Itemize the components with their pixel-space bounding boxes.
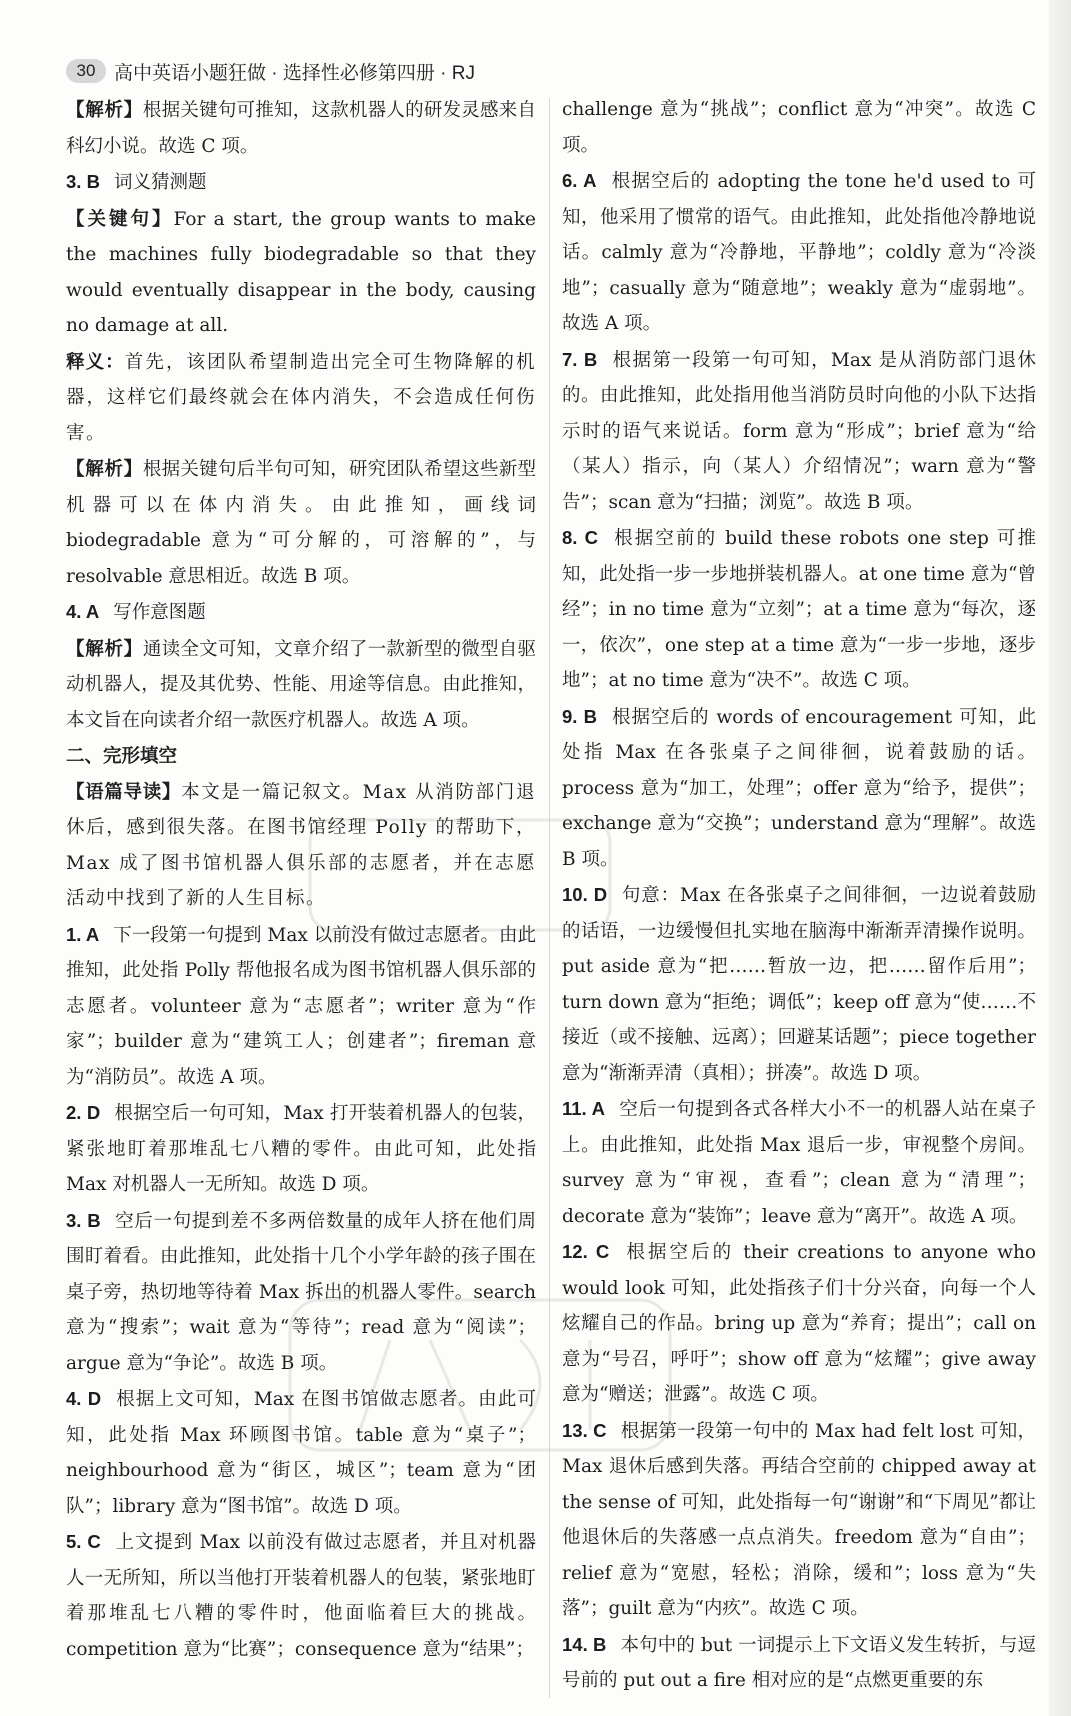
cloze-answer — [562, 1091, 1036, 1234]
cloze-answer-continued — [562, 92, 1036, 163]
answer-text: 空后一句提到差不多两倍数量的成年人挤在他们周围盯着看。由此推知，此处指十几个小学年龄的孩子围在桌子旁，热切地等待着 Max 拆出的机器人零件。search 意为“搜索”；wait 意为“等待”；read 意为“阅读”；argue 意为“争论”。故选 B 项。 — [66, 1210, 536, 1374]
analysis-text: 根据关键句后半句可知，研究团队希望这些新型机器可以在体内消失。由此推知，画线词 biodegradable 意为“可分解的，可溶解的”，与 resolvable 意思相近。故选 B 项。 — [66, 459, 536, 587]
analysis-tag: 【解析】 — [66, 99, 143, 120]
question-number: 3. B — [66, 171, 100, 192]
answer-text: 句意：Max 在各张桌子之间徘徊，一边说着鼓励的话语，一边缓慢但扎实地在脑海中渐渐弄清操作说明。put aside 意为“把……暂放一边，把……留作后用”；turn down 意为“拒绝；调低”；keep off 意为“使……不接近（或不接触、远离）；回避某话题”；piece together 意为“渐渐弄清（真相）；拼凑”。故选 D 项。 — [562, 885, 1036, 1084]
section-title: 二、完形填空 — [66, 745, 178, 766]
cloze-answer — [562, 342, 1036, 521]
answer-text: 根据空后一句可知，Max 打开装着机器人的包装，紧张地盯着那堆乱七八糟的零件。由此可知，此处指 Max 对机器人一无所知。故选 D 项。 — [66, 1103, 536, 1195]
passage-guide-tag: 【语篇导读】 — [66, 780, 182, 802]
analysis-text: 根据关键句可推知，这款机器人的研发灵感来自科幻小说。故选 C 项。 — [66, 100, 536, 157]
book-title: 高中英语小题狂做 · 选择性必修第四册 · RJ — [114, 62, 475, 84]
page-number: 30 — [66, 59, 106, 83]
page-edge — [1049, 0, 1071, 1716]
analysis-text: 通读全文可知，文章介绍了一款新型的微型自驱动机器人，提及其优势、性能、用途等信息。由此推知，本文旨在向读者介绍一款医疗机器人。故选 A 项。 — [66, 638, 536, 731]
answer-number: 6. A — [562, 170, 597, 191]
answer-text: challenge 意为“挑战”；conflict 意为“冲突”。故选 C 项。 — [562, 99, 1036, 156]
cloze-answer — [66, 917, 536, 1096]
cloze-answer — [66, 1095, 536, 1203]
answer-number: 5. C — [66, 1531, 101, 1552]
cloze-answer — [562, 877, 1036, 1091]
cloze-answer — [562, 699, 1036, 878]
question-number: 4. A — [66, 601, 100, 622]
answer-text: 根据上文可知，Max 在图书馆做志愿者。由此可知，此处指 Max 环顾图书馆。table 意为“桌子”；neighbourhood 意为“街区，城区”；team 意为“团队”；library 意为“图书馆”。故选 D 项。 — [66, 1389, 536, 1517]
question-type: 写作意图题 — [113, 601, 206, 622]
passage-guide-paragraph — [66, 774, 536, 917]
answer-number: 4. D — [66, 1388, 102, 1409]
answer-number: 8. C — [562, 527, 599, 548]
answer-text: 空后一句提到各式各样大小不一的机器人站在桌子上。由此推知，此处指 Max 退后一步，审视整个房间。survey 意为“审视，查看”；clean 意为“清理”；decorate 意为“装饰”；leave 意为“离开”。故选 A 项。 — [562, 1099, 1036, 1227]
answer-number: 14. B — [562, 1633, 607, 1655]
cloze-answer — [66, 1524, 536, 1667]
key-sentence-text: For a start, the group wants to make the machines fully biodegradable so that they would eventually disappear in the body, causing no damage at all. — [66, 208, 536, 336]
answer-text: 根据空后的 adopting the tone he'd used to 可知，他采用了惯常的语气。由此推知，此处指他冷静地说话。calmly 意为“冷静地，平静地”；coldly 意为“冷淡地”；casually 意为“随意地”；weakly 意为“虚弱地”。故选 A 项。 — [562, 171, 1036, 334]
left-column — [66, 92, 536, 1667]
answer-text: 本句中的 but 一词提示上下文语义发生转折，与逗号前的 put out a fire 相对应的是“点燃更重要的东 — [562, 1634, 1036, 1691]
analysis-paragraph — [66, 631, 536, 739]
cloze-answer — [562, 1234, 1036, 1413]
answer-text: 根据第一段第一句可知，Max 是从消防部门退休的。由此推知，此处指用他当消防员时向他的小队下达指示时的语气来说话。form 意为“形成”；brief 意为“给（某人）指示，向（某人）介绍情况”；warn 意为“警告”；scan 意为“扫描；浏览”。故选 B 项。 — [562, 349, 1036, 513]
key-sentence-paragraph — [66, 201, 536, 344]
key-sentence-tag: 【关键句】 — [66, 207, 174, 229]
answer-number: 12. C — [562, 1241, 610, 1262]
page-header — [66, 56, 475, 86]
column-divider — [549, 98, 550, 1698]
answer-number: 7. B — [562, 348, 598, 370]
answer-text: 根据第一段第一句中的 Max had felt lost 可知，Max 退休后感到失落。再结合空前的 chipped away at the sense of 可知，此处指每一句“谢谢”和“下周见”都让他退休后的失落感一点点消失。freedom 意为“自由”；relief 意为“宽慰，轻松；消除，缓和”；loss 意为“失落”；guilt 意为“内疚”。故选 C 项。 — [562, 1420, 1036, 1619]
cloze-answer — [562, 1413, 1036, 1627]
right-column — [562, 92, 1036, 1699]
answer-text: 根据空后的 their creations to anyone who would look 可知，此处指孩子们十分兴奋，向每一个人炫耀自己的作品。bring up 意为“养育；提出”；call on 意为“号召，呼吁”；show off 意为“炫耀”；give away 意为“赠送；泄露”。故选 C 项。 — [562, 1242, 1036, 1405]
answer-number: 11. A — [562, 1098, 605, 1119]
question-heading — [66, 594, 536, 631]
cloze-answer — [562, 520, 1036, 699]
translation-text: 首先，该团队希望制造出完全可生物降解的机器，这样它们最终就会在体内消失，不会造成任何伤害。 — [66, 351, 536, 444]
answer-number: 9. B — [562, 705, 597, 727]
cloze-answer — [562, 1627, 1036, 1699]
answer-number: 2. D — [66, 1102, 101, 1123]
translation-paragraph — [66, 344, 536, 452]
question-type: 词义猜测题 — [113, 171, 207, 192]
answer-text: 根据空前的 build these robots one step 可推知，此处指一步一步地拼装机器人。at one time 意为“曾经”；in no time 意为“立刻”；at a time 意为“每次，逐一，依次”，one step at a time 意为“一步一步地，逐步地”；at no time 意为“决不”。故选 C 项。 — [562, 528, 1036, 691]
analysis-paragraph — [66, 451, 536, 594]
cloze-answer — [66, 1203, 536, 1382]
cloze-answer — [66, 1381, 536, 1524]
analysis-tag: 【解析】 — [66, 458, 143, 479]
answer-number: 3. B — [66, 1209, 101, 1231]
answer-number: 13. C — [562, 1419, 607, 1441]
passage-guide-text: 本文是一篇记叙文。Max 从消防部门退休后，感到很失落。在图书馆经理 Polly 的帮助下，Max 成了图书馆机器人俱乐部的志愿者，并在志愿活动中找到了新的人生目标。 — [66, 781, 536, 909]
question-heading — [66, 164, 536, 201]
answer-number: 10. D — [562, 884, 608, 905]
answer-number: 1. A — [66, 923, 100, 945]
translation-tag: 释义： — [66, 350, 125, 372]
analysis-paragraph — [66, 92, 536, 164]
answer-text: 上文提到 Max 以前没有做过志愿者，并且对机器人一无所知，所以当他打开装着机器人的包装，紧张地盯着那堆乱七八糟的零件时，他面临着巨大的挑战。competition 意为“比赛”；consequence 意为“结果”； — [66, 1532, 536, 1660]
analysis-tag: 【解析】 — [66, 637, 143, 659]
answer-text: 下一段第一句提到 Max 以前没有做过志愿者。由此推知，此处指 Polly 帮他报名成为图书馆机器人俱乐部的志愿者。volunteer 意为“志愿者”；writer 意为“作家”；builder 意为“建筑工人；创建者”；fireman 意为“消防员”。故选 A 项。 — [66, 924, 537, 1088]
cloze-answer — [562, 163, 1036, 342]
answer-text: 根据空后的 words of encouragement 可知，此处指 Max 在各张桌子之间徘徊，说着鼓励的话。process 意为“加工，处理”；offer 意为“给予，提供”；exchange 意为“交换”；understand 意为“理解”。故选 B 项。 — [562, 706, 1036, 870]
